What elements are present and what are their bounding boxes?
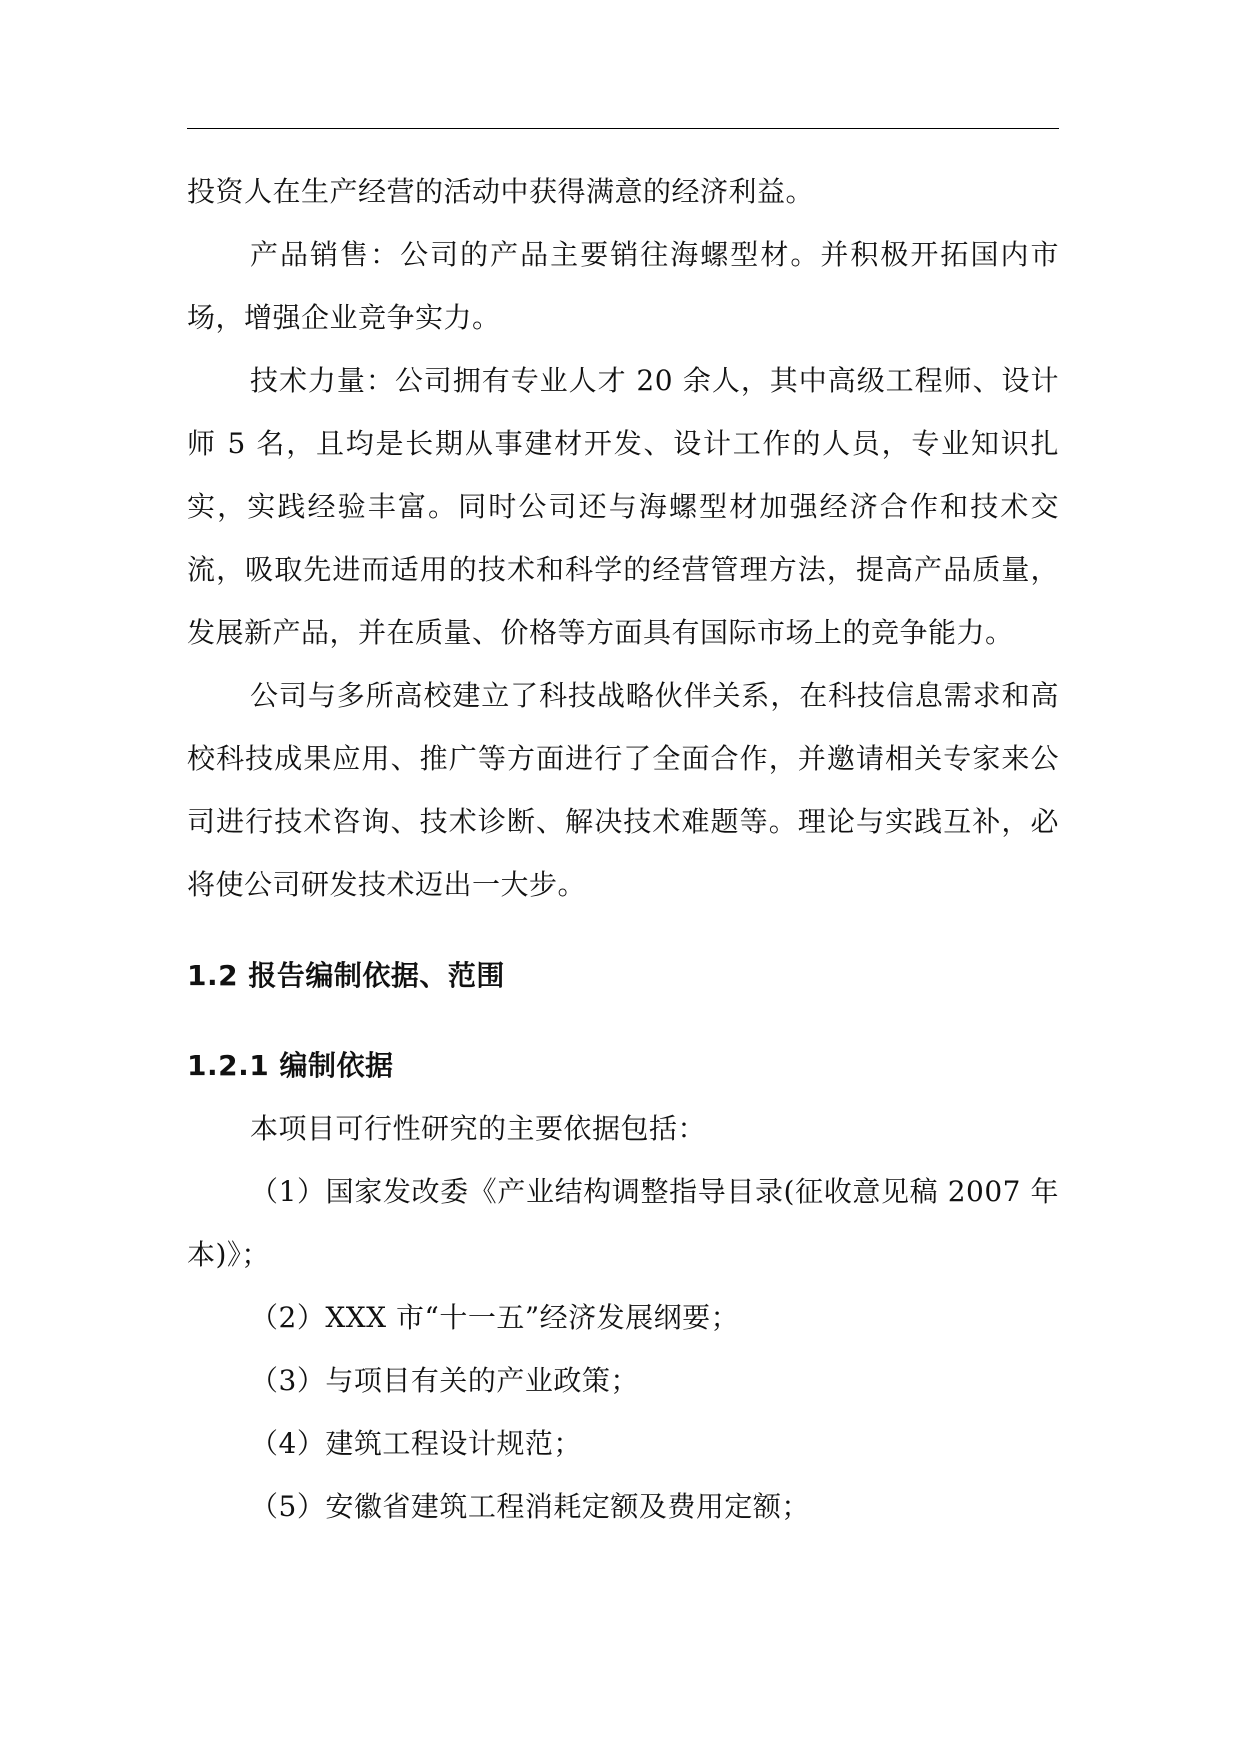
paragraph-university-partnership: 公司与多所高校建立了科技战略伙伴关系，在科技信息需求和高校科技成果应用、推广等方面进行了全面合作，并邀请相关专家来公司进行技术咨询、技术诊断、解决技术难题等。理论与实践互补，必将使公司研发技术迈出一大步。 — [187, 679, 1059, 901]
basis-item-3: （3）与项目有关的产业政策； — [250, 1364, 639, 1397]
basis-item-1: （1）国家发改委《产业结构调整指导目录(征收意见稿 2007 年本)》； — [187, 1175, 1059, 1271]
basis-intro: 本项目可行性研究的主要依据包括： — [250, 1112, 707, 1145]
basis-item-4: （4）建筑工程设计规范； — [250, 1427, 582, 1460]
basis-item-2: （2）XXX 市“十一五”经济发展纲要； — [250, 1301, 740, 1334]
basis-item-5: （5）安徽省建筑工程消耗定额及费用定额； — [250, 1490, 810, 1523]
header-rule — [187, 128, 1059, 129]
basis-list — [187, 1160, 1059, 1538]
section-heading-1-2-1: 1.2.1 编制依据 — [187, 1049, 394, 1082]
paragraph-product-sales: 产品销售：公司的产品主要销往海螺型材。并积极开拓国内市场，增强企业竞争实力。 — [187, 238, 1059, 334]
paragraph-investor-benefit: 投资人在生产经营的活动中获得满意的经济利益。 — [187, 175, 815, 208]
paragraph-technical-strength: 技术力量：公司拥有专业人才 20 余人，其中高级工程师、设计师 5 名，且均是长期从事建材开发、设计工作的人员，专业知识扎实，实践经验丰富。同时公司还与海螺型材加强经济合作和技术交流，吸取先进而适用的技术和科学的经营管理方法，提高产品质量，发展新产品，并在质量、价格等方面具有国际市场上的竞争能力。 — [187, 364, 1059, 649]
section-heading-1-2: 1.2 报告编制依据、范围 — [187, 959, 505, 992]
document-body — [187, 160, 1059, 1538]
